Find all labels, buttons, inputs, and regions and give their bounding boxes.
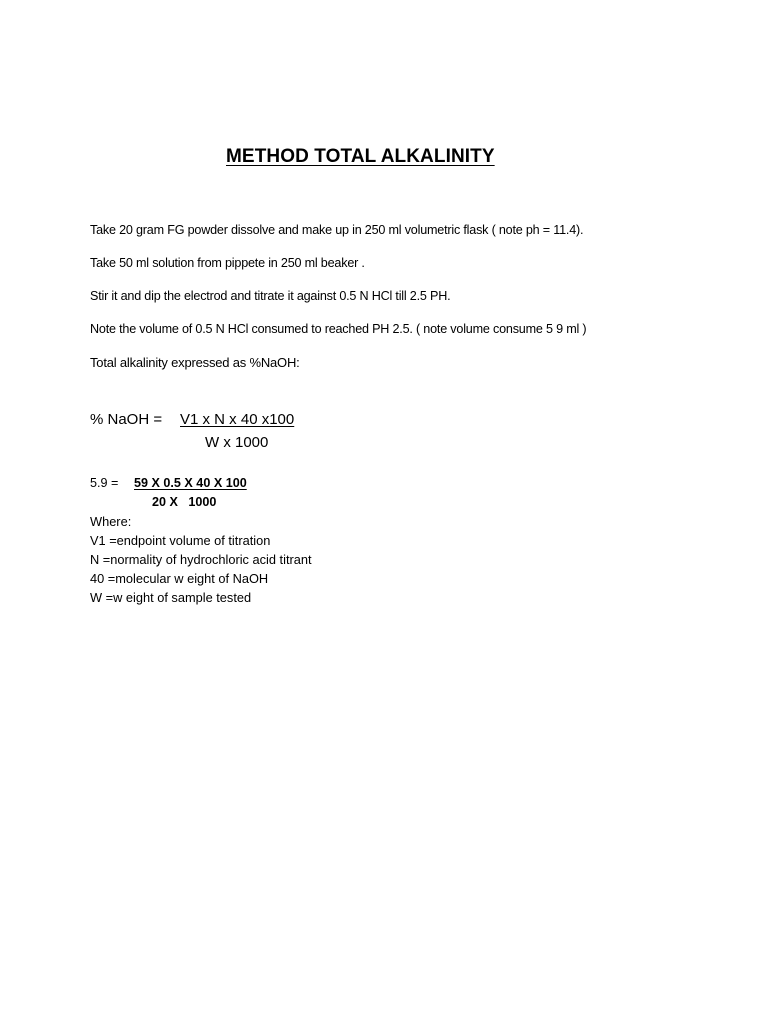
example-lhs: 5.9 = — [90, 476, 119, 490]
formula-denominator: W x 1000 — [205, 434, 269, 451]
document-title: METHOD TOTAL ALKALINITY — [226, 146, 495, 167]
step-line-3: Stir it and dip the electrod and titrate it against 0.5 N HCl till 2.5 PH. — [90, 289, 451, 303]
formula-numerator: V1 x N x 40 x100 — [180, 411, 295, 428]
example-denominator: 20 X 1000 — [152, 495, 217, 509]
definition-40: 40 =molecular w eight of NaOH — [90, 571, 269, 586]
formula-lhs: % NaOH = — [90, 411, 163, 428]
step-line-5: Total alkalinity expressed as %NaOH: — [90, 355, 300, 370]
definition-n: N =normality of hydrochloric acid titrant — [90, 552, 312, 567]
step-line-1: Take 20 gram FG powder dissolve and make up in 250 ml volumetric flask ( note ph = 11.4). — [90, 223, 584, 237]
step-line-4: Note the volume of 0.5 N HCl consumed to reached PH 2.5. ( note volume consume 5 9 ml ) — [90, 322, 587, 336]
example-numerator: 59 X 0.5 X 40 X 100 — [134, 476, 247, 490]
step-line-2: Take 50 ml solution from pippete in 250 ml beaker . — [90, 256, 365, 270]
definition-w: W =w eight of sample tested — [90, 590, 252, 605]
definitions-heading: Where: — [90, 514, 132, 529]
definition-v1: V1 =endpoint volume of titration — [90, 533, 271, 548]
